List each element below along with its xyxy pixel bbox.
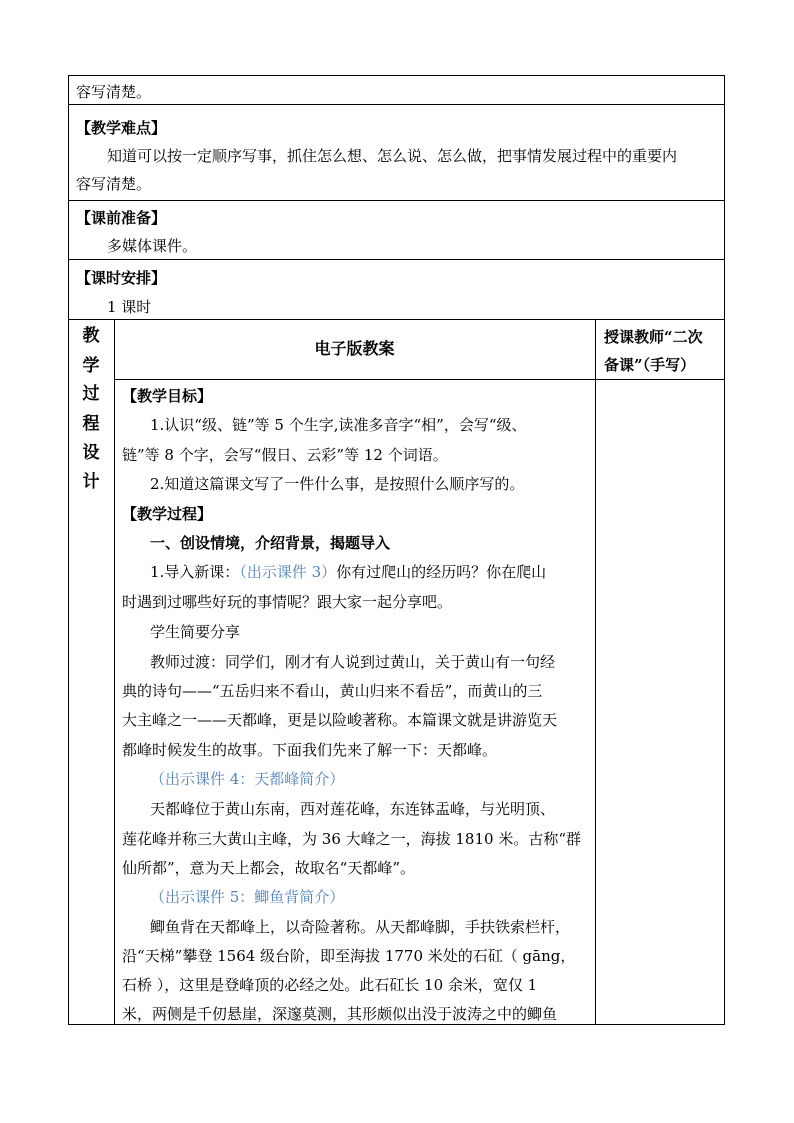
difficulty-text: 容写清楚。 [76,175,152,193]
paragraph-line: 莲花峰并称三大黄山主峰，为 36 大峰之一，海拔 1810 米。古称“群 [122,830,582,848]
courseware-cue: （出示课件 4：天都峰简介） [150,770,345,788]
row-divider [68,259,725,260]
paragraph-line: 大主峰之一——天都峰，更是以险峻著称。本篇课文就是讲游览天 [122,711,558,729]
column-header-lesson-plan: 电子版教案 [314,339,395,358]
prep-heading: 【课前准备】 [76,209,167,227]
goal-text: 1.认识“级、链”等 5 个生字,读准多音字“相”，会写“级、 [150,416,527,434]
paragraph-line: 都峰时候发生的故事。下面我们先来了解一下：天都峰。 [122,741,498,759]
column-header-teacher-notes: 授课教师“二次 [604,328,703,346]
schedule-text: 1 课时 [107,298,152,316]
schedule-heading: 【课时安排】 [76,269,167,287]
section-heading: 一、创设情境，介绍背景，揭题导入 [150,534,391,552]
paragraph-line: 教师过渡：同学们，刚才有人说到过黄山，关于黄山有一句经 [150,653,556,671]
column-header-teacher-notes: 备课”（手写） [604,356,696,374]
difficulty-text: 知道可以按一定顺序写事，抓住怎么想、怎么说、怎么做，把事情发展过程中的重要内 [107,147,678,165]
row-divider [68,104,725,105]
goal-text: 链”等 8 个字，会写“假日、云彩”等 12 个词语。 [122,446,448,464]
process-heading: 【教学过程】 [122,505,213,523]
column-divider [114,319,115,1025]
side-label-char: 教 [82,326,100,346]
courseware-cue: （出示课件 3） [239,563,337,581]
side-label-char: 程 [82,414,100,434]
paragraph-line: 1.导入新课：（出示课件 3）你有过爬山的经历吗？你在爬山 [150,563,547,581]
paragraph-line: 鲫鱼背在天都峰上，以奇险著称。从天都峰脚，手扶铁索栏杆， [150,918,571,936]
paragraph-line: 典的诗句——“五岳归来不看山，黄山归来不看岳”，而黄山的三 [122,682,543,700]
side-label-char: 过 [82,384,100,404]
paragraph-line: 天都峰位于黄山东南，西对莲花峰，东连钵盂峰，与光明顶、 [150,800,556,818]
paragraph-line: 学生简要分享 [150,623,241,641]
goal-text: 2.知道这篇课文写了一件什么事，是按照什么顺序写的。 [150,475,525,493]
paragraph-line: 石桥 ），这里是登峰顶的必经之处。此石矼长 10 余米，宽仅 1 [122,976,538,994]
difficulty-heading: 【教学难点】 [76,119,167,137]
row-divider [68,319,725,320]
paragraph-line: 时遇到过哪些好玩的事情呢？跟大家一起分享吧。 [122,593,453,611]
side-label-char: 计 [82,472,100,492]
continued-text: 容写清楚。 [76,83,152,101]
prep-text: 多媒体课件。 [107,237,198,255]
row-divider [114,379,725,380]
goals-heading: 【教学目标】 [122,387,213,405]
row-divider [68,200,725,201]
side-label-char: 学 [82,356,100,376]
paragraph-line: 沿“天梯”攀登 1564 级台阶，即至海拔 1770 米处的石矼（ gāng， [122,947,576,965]
courseware-cue: （出示课件 5：鲫鱼背简介） [150,888,345,906]
side-label-char: 设 [82,443,100,463]
paragraph-line: 米，两侧是千仞悬崖，深邃莫测，其形颇似出没于波涛之中的鲫鱼 [122,1005,558,1023]
paragraph-line: 仙所都”，意为天上都会，故取名“天都峰”。 [122,859,416,877]
column-divider [595,319,596,1025]
